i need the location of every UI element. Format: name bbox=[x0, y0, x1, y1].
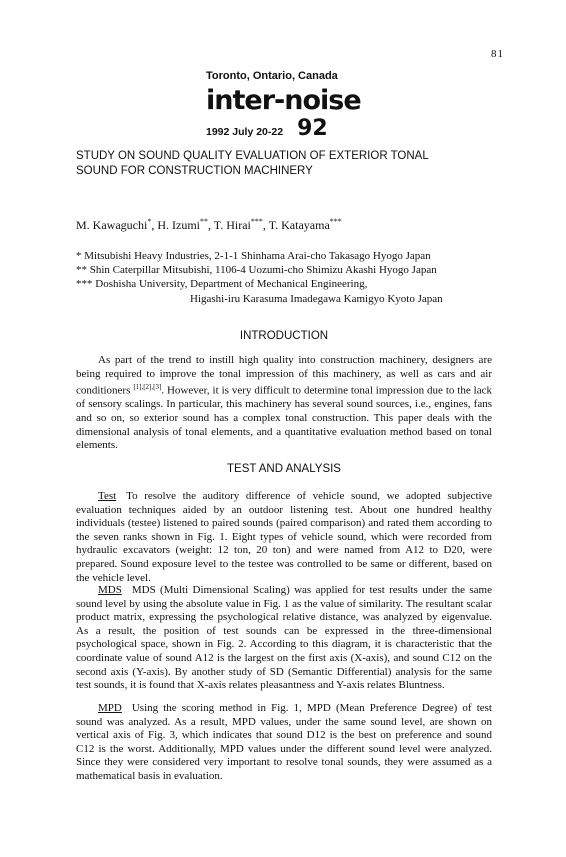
test-run-head: Test bbox=[98, 490, 117, 502]
introduction-heading: INTRODUCTION bbox=[239, 330, 329, 342]
author-name: H. Izumi bbox=[157, 218, 200, 232]
affiliation-list bbox=[76, 249, 506, 306]
introduction-paragraph bbox=[76, 354, 492, 453]
conference-header bbox=[206, 70, 376, 141]
author-name: M. Kawaguchi bbox=[76, 218, 148, 232]
intro-text-2: . However, it is very difficult to determine tonal impression due to the lack of sensory scalings. In particular, this machinery has several sound sources, i.e., engines, fans and so on, so exterior sound has a complex tonal construction. This paper deals with the dimensional analysis of tonal elements, and a quantitative evaluation method based on tonal elements. bbox=[76, 384, 492, 452]
author-name: T. Hirai bbox=[213, 218, 251, 232]
test-text: To resolve the auditory difference of vehicle sound, we adopted subjective evaluation techniques aided by an outdoor listening test. About one hundred healthy individuals (testee) listened to paired sounds (paired comparison) and rated them according to the seven ranks shown in Fig. 1. Eight types of vehicle sound, which were recorded from hydraulic excavators (weight: 12 ton, 20 ton) and were named from A12 to D20, were prepared. Sound exposure level to the testee was controlled to be same or different, based on the vehicle level. bbox=[76, 490, 492, 584]
affiliation: *** Doshisha University, Department of Mechanical Engineering, bbox=[76, 278, 368, 291]
mds-run-head: MDS bbox=[98, 584, 122, 596]
page-number: 81 bbox=[491, 48, 504, 60]
conference-location: Toronto, Ontario, Canada bbox=[206, 70, 338, 82]
mpd-run-head: MPD bbox=[98, 702, 122, 714]
affiliation-mark: * bbox=[147, 217, 152, 226]
conference-date-row bbox=[206, 116, 376, 141]
mds-paragraph bbox=[76, 584, 492, 693]
mpd-text: Using the scoring method in Fig. 1, MPD (Mean Preference Degree) of test sound was analyzed. As a result, MPD values, under the same sound level, are shown on vertical axis of Fig. 3, which indicates that sound D12 is the best on preference and sound C12 is the worst. Additionally, MPD values under the different sound level were analyzed. Since they were considered very important to resolve tonal sounds, they were assumed as a mathematical basis in evaluation. bbox=[76, 702, 492, 782]
conference-year: 92 bbox=[297, 116, 328, 141]
affiliation-mark: *** bbox=[250, 217, 263, 226]
affiliation-continuation: Higashi-iru Karasuma Imadegawa Kamigyo Kyoto Japan bbox=[190, 292, 443, 305]
title-line-2: SOUND FOR CONSTRUCTION MACHINERY bbox=[76, 165, 313, 177]
author-list: M. Kawaguchi*, H. Izumi**, T. Hirai***, T. Katayama*** bbox=[76, 217, 342, 232]
affiliation-mark: ** bbox=[199, 217, 208, 226]
paper-title bbox=[76, 149, 496, 179]
affiliation: * Mitsubishi Heavy Industries, 2-1-1 Shinhama Arai-cho Takasago Hyogo Japan bbox=[76, 250, 431, 262]
citation-refs: [1],[2],[3] bbox=[133, 383, 162, 392]
conference-logo: inter-noise bbox=[206, 85, 361, 116]
affiliation: ** Shin Caterpillar Mitsubishi, 1106-4 Uozumi-cho Shimizu Akashi Hyogo Japan bbox=[76, 264, 437, 277]
author-name: T. Katayama bbox=[268, 218, 330, 232]
mpd-paragraph bbox=[76, 702, 492, 784]
intro-text-1: As part of the trend to instill high quality into construction machinery, designers are being required to improve the tonal impression of this machinery, as well as cars and air conditioners bbox=[76, 354, 492, 397]
test-analysis-heading: TEST AND ANALYSIS bbox=[227, 463, 341, 475]
affiliation-mark: *** bbox=[329, 217, 342, 226]
title-line-1: STUDY ON SOUND QUALITY EVALUATION OF EXTERIOR TONAL bbox=[76, 150, 429, 162]
conference-dates: 1992 July 20-22 bbox=[206, 126, 284, 138]
mds-text: MDS (Multi Dimensional Scaling) was applied for test results under the same sound level by using the absolute value in Fig. 1 as the value of similarity. The resultant scalar product matrix, expressing the psychological relative distance, was analyzed by eigenvalue. As a result, the position of test sounds can be expressed in the three-dimensional psychological space, shown in Fig. 2. According to this diagram, it is characteristic that the coordinate value of sound A12 is the largest on the first axis (X-axis), and sound C12 on the second axis (Y-axis). By another study of SD (Semantic Differential) analysis for the same test sounds, it is found that X-axis relates pleasantness and Y-axis relates Bluntness. bbox=[76, 584, 492, 692]
test-paragraph bbox=[76, 490, 492, 585]
